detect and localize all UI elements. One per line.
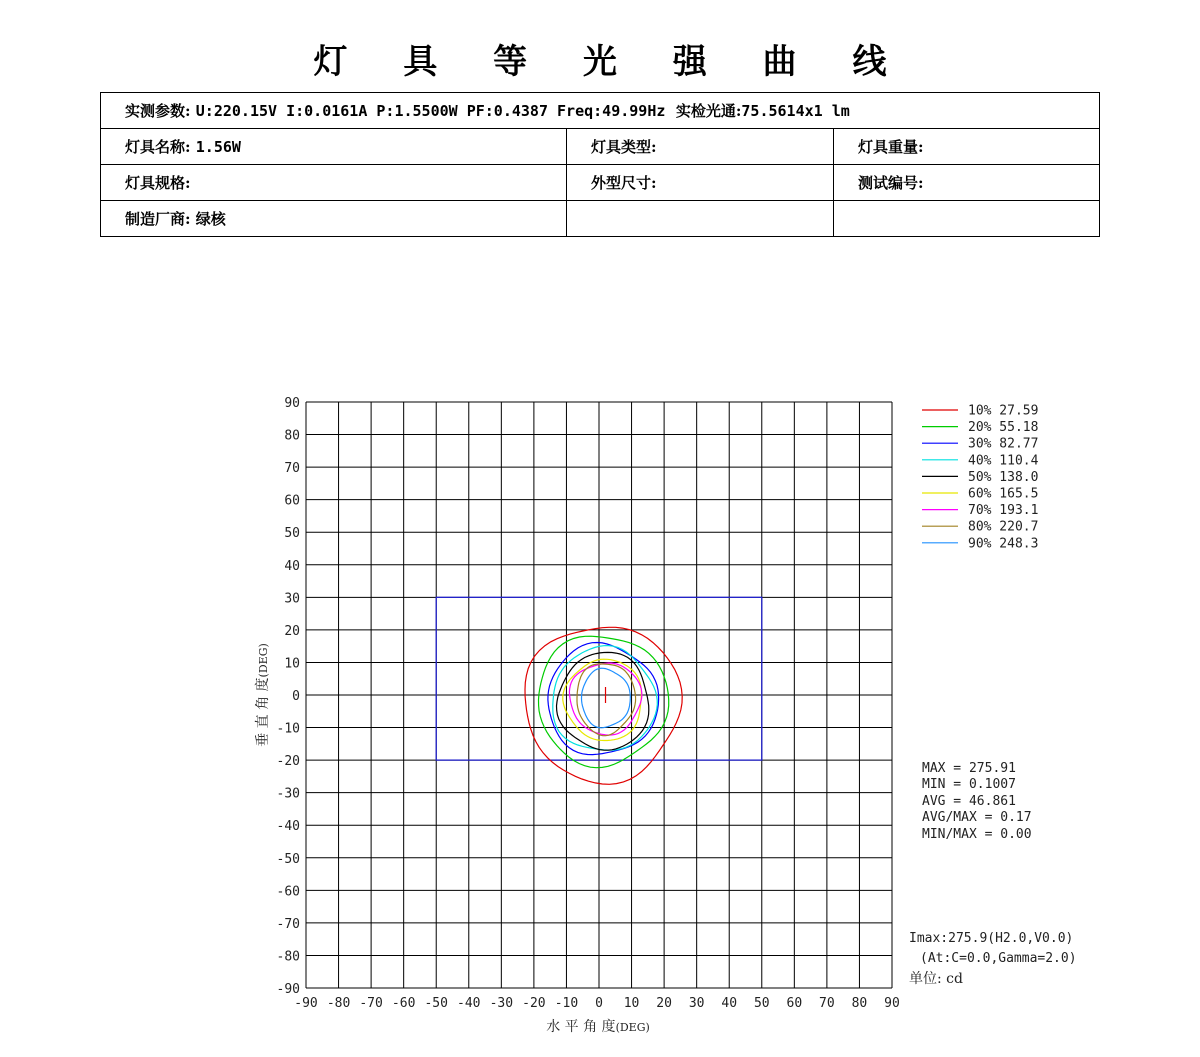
- unit-label: 单位: cd: [909, 971, 963, 987]
- page-title: 灯 具 等 光 强 曲 线: [313, 42, 909, 82]
- y-axis-title: 垂 直 角 度(DEG): [255, 643, 271, 747]
- x-tick-label: -30: [489, 996, 514, 1011]
- contour-line-80pct: [577, 664, 636, 736]
- stats: [909, 761, 1077, 987]
- stat-max: MAX = 275.91: [922, 761, 1016, 776]
- x-tick-label: -40: [457, 996, 481, 1011]
- y-tick-label: 20: [284, 623, 300, 639]
- imax-at-text: (At:C=0.0,Gamma=2.0): [920, 951, 1077, 966]
- y-tick-label: -40: [276, 819, 300, 835]
- x-tick-label: -90: [294, 996, 318, 1011]
- y-tick-label: 40: [284, 558, 300, 574]
- y-tick-label: 0: [292, 689, 300, 704]
- y-tick-label: 80: [284, 428, 300, 444]
- legend: [922, 404, 1039, 552]
- x-tick-label: 70: [819, 996, 835, 1011]
- x-tick-label: -20: [522, 996, 546, 1011]
- contour-line-20pct: [539, 636, 669, 768]
- legend-label: 70% 193.1: [968, 503, 1039, 519]
- y-tick-label: -80: [276, 949, 300, 965]
- y-tick-label: -10: [276, 721, 300, 737]
- x-tick-label: -60: [391, 996, 416, 1011]
- y-tick-label: -50: [276, 851, 300, 867]
- stat-min-max: MIN/MAX = 0.00: [922, 827, 1032, 842]
- y-tick-label: 90: [284, 396, 300, 411]
- y-tick-label: -60: [276, 884, 300, 900]
- tick-labels: [277, 396, 900, 1011]
- y-tick-label: 60: [284, 493, 300, 509]
- y-tick-label: -30: [276, 786, 300, 802]
- x-tick-label: 90: [884, 996, 900, 1011]
- flux-label: 实检光通:: [675, 102, 742, 120]
- y-tick-label: 50: [284, 526, 300, 542]
- x-tick-label: 20: [656, 996, 672, 1011]
- dimensions-label: 外型尺寸:: [591, 174, 657, 192]
- legend-label: 90% 248.3: [968, 536, 1039, 552]
- lamp-type-label: 灯具类型:: [591, 138, 657, 156]
- grid: [306, 402, 892, 988]
- lamp-name-value: 1.56W: [195, 138, 241, 156]
- stat-avg-max: AVG/MAX = 0.17: [922, 810, 1032, 825]
- x-tick-label: -50: [424, 996, 448, 1011]
- x-tick-label: -10: [554, 996, 579, 1011]
- x-tick-label: 60: [786, 996, 803, 1011]
- y-tick-label: 10: [284, 656, 300, 672]
- x-tick-label: 80: [851, 996, 868, 1011]
- x-tick-label: 50: [753, 996, 770, 1011]
- lamp-spec-label: 灯具规格:: [125, 174, 191, 192]
- legend-label: 80% 220.7: [968, 519, 1039, 535]
- test-no-label: 测试编号:: [858, 174, 924, 192]
- y-tick-label: 30: [284, 591, 300, 607]
- y-tick-label: -20: [276, 754, 300, 770]
- x-axis-title: 水 平 角 度(DEG): [546, 1019, 650, 1035]
- legend-label: 10% 27.59: [968, 403, 1039, 419]
- x-tick-label: 30: [688, 996, 705, 1011]
- legend-label: 20% 55.18: [968, 420, 1039, 436]
- legend-label: 60% 165.5: [968, 486, 1039, 502]
- flux-value: 75.5614x1 lm: [741, 102, 850, 120]
- stat-avg: AVG = 46.861: [922, 794, 1016, 809]
- stat-min: MIN = 0.1007: [922, 777, 1016, 792]
- manufacturer-value: 绿核: [195, 210, 226, 228]
- x-tick-label: 0: [595, 996, 603, 1011]
- legend-label: 50% 138.0: [968, 469, 1039, 485]
- x-tick-label: -70: [359, 996, 383, 1011]
- lamp-weight-label: 灯具重量:: [858, 138, 924, 156]
- x-tick-label: 40: [721, 996, 738, 1011]
- x-tick-label: -80: [326, 996, 351, 1011]
- imax-text: Imax:275.9(H2.0,V0.0): [909, 931, 1074, 946]
- y-tick-label: 70: [284, 461, 300, 477]
- y-tick-label: -70: [276, 916, 300, 932]
- y-tick-label: -90: [276, 982, 300, 997]
- measurement-value: U:220.15V I:0.0161A P:1.5500W PF:0.4387 Freq:49.99Hz: [195, 102, 666, 120]
- lamp-name-label: 灯具名称:: [125, 138, 191, 156]
- legend-label: 30% 82.77: [968, 436, 1039, 452]
- x-tick-label: 10: [623, 996, 640, 1011]
- legend-label: 40% 110.4: [968, 453, 1039, 469]
- manufacturer-label: 制造厂商:: [125, 210, 191, 228]
- measurement-label: 实测参数:: [125, 102, 191, 120]
